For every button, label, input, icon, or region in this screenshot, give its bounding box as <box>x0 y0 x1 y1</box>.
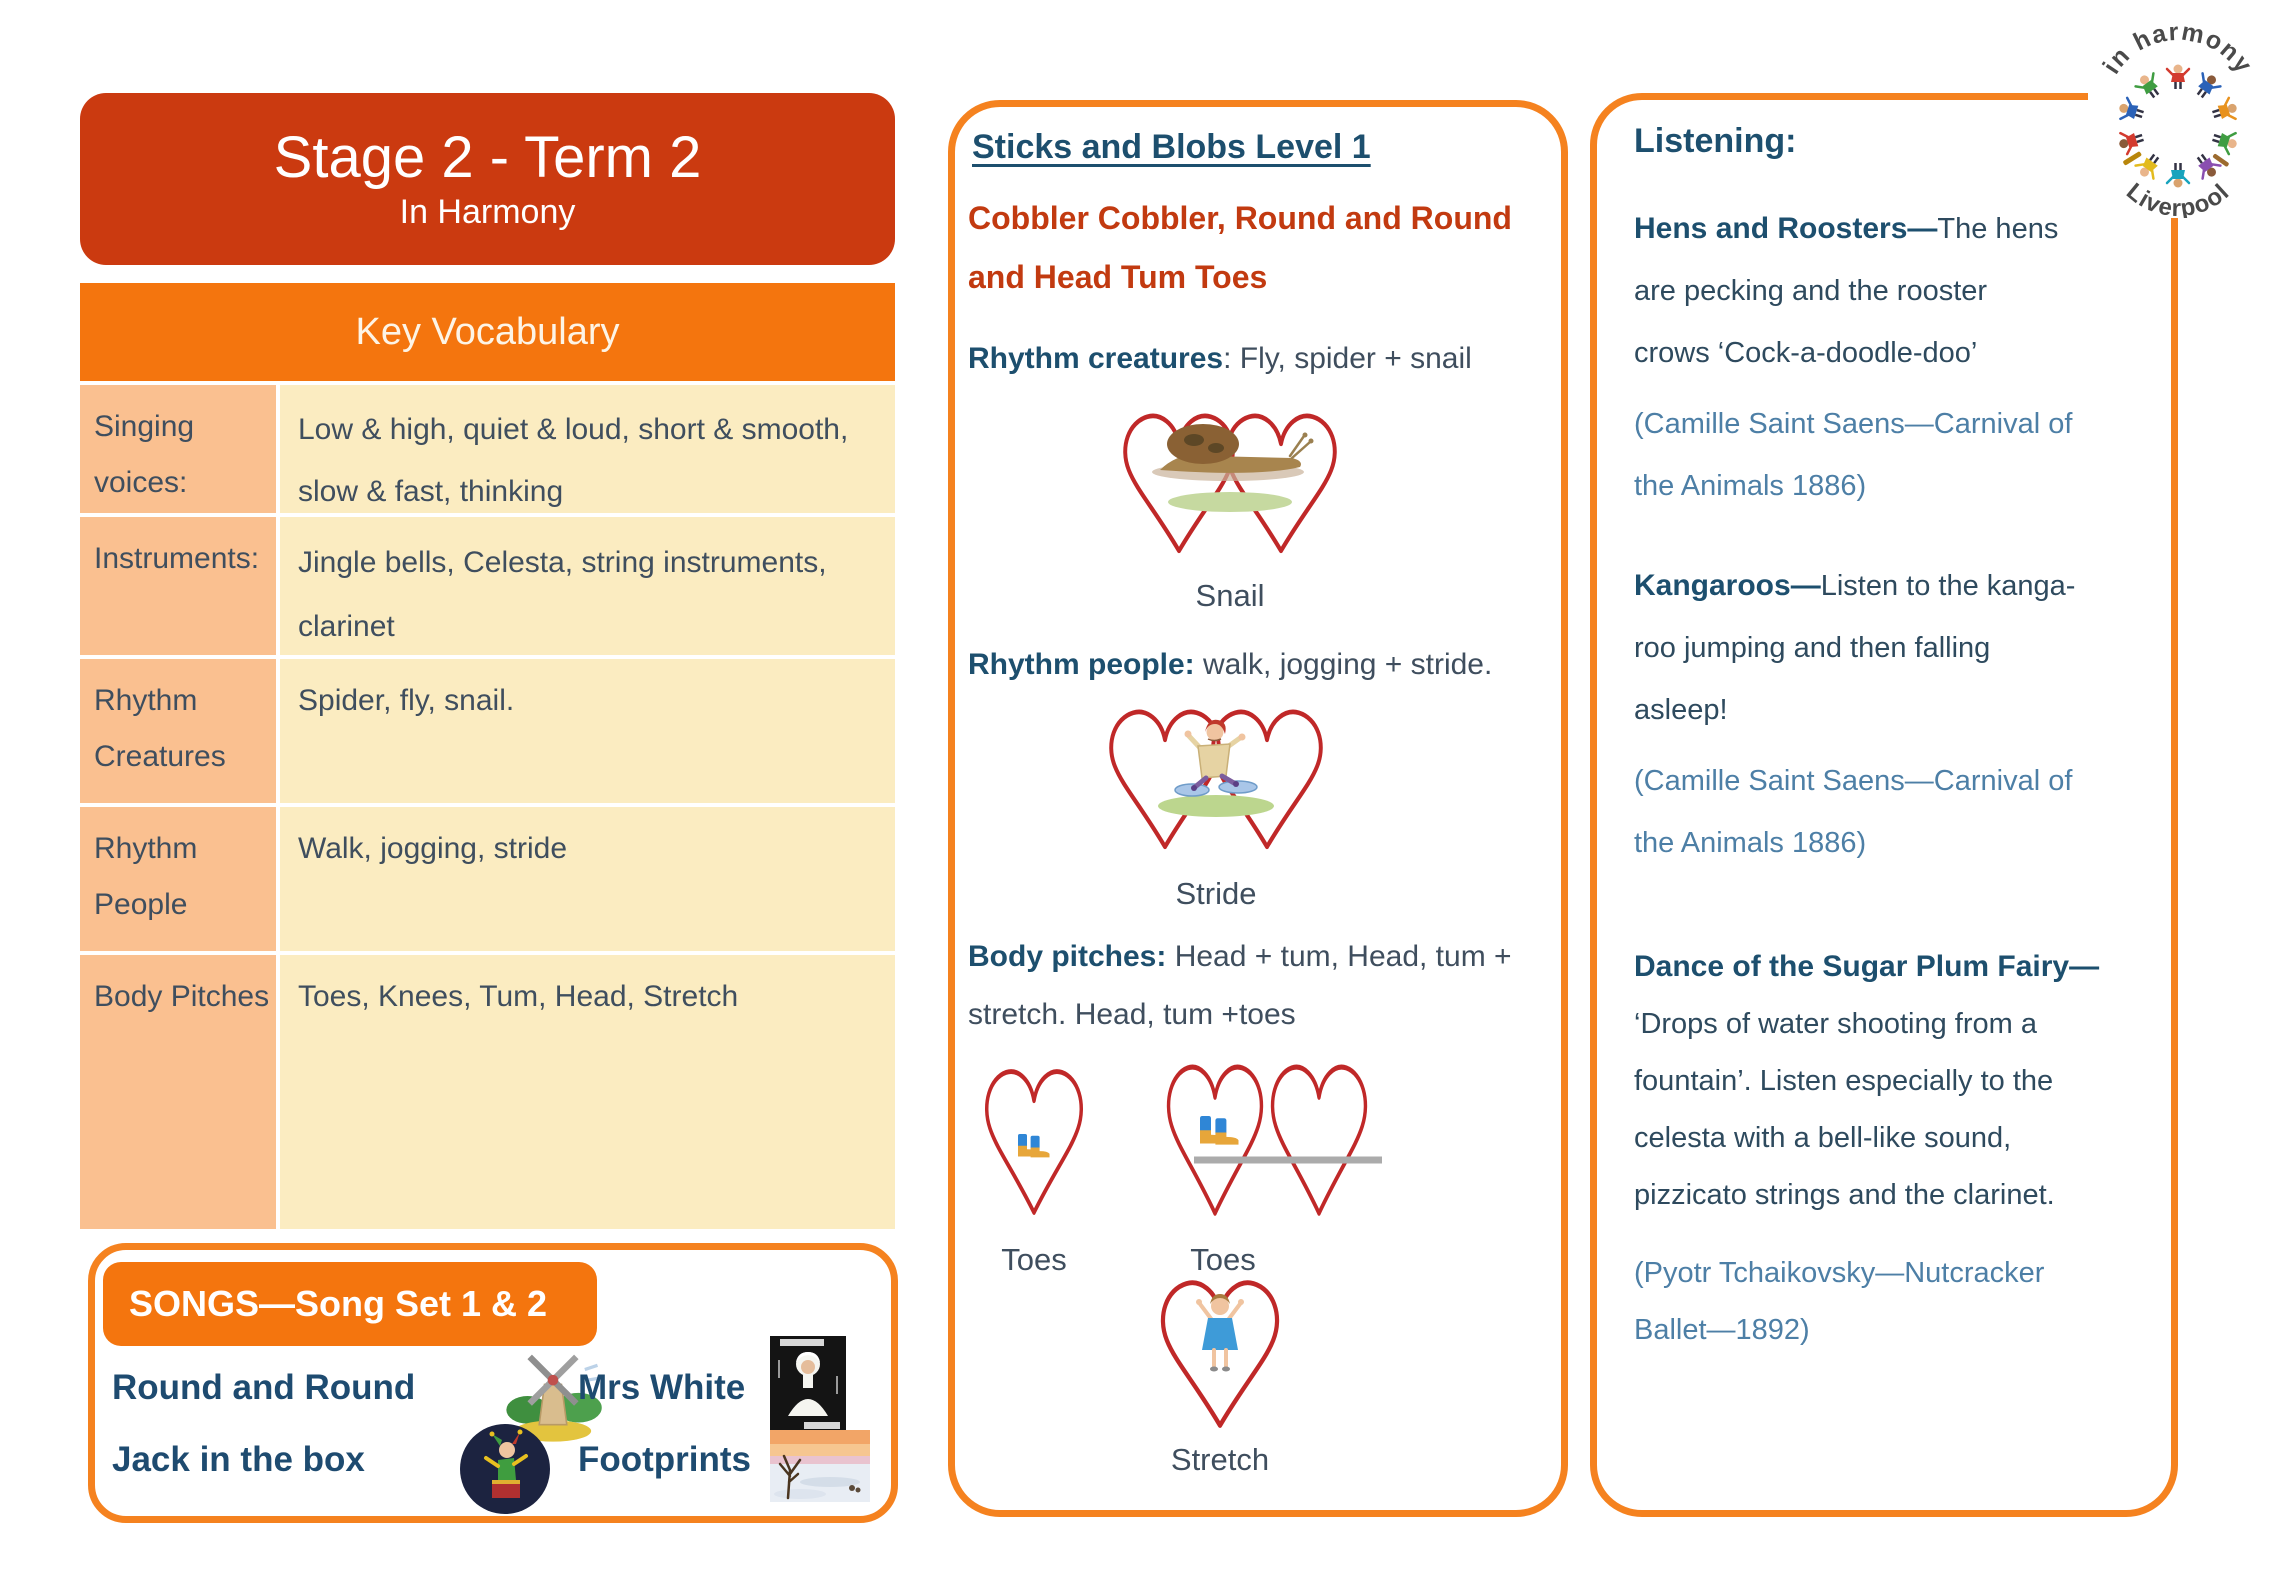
stretch-caption: Stretch <box>1170 1442 1270 1477</box>
songs-header: SONGS—Song Set 1 & 2 <box>103 1262 597 1346</box>
toes-single-caption: Toes <box>1001 1242 1067 1277</box>
body-pitches-line2: stretch. Head, tum +toes <box>968 998 1296 1031</box>
logo-children-ring <box>2116 65 2240 188</box>
entry-line <box>1634 938 2154 996</box>
citation-line: (Camille Saint Saens—Carnival of <box>1634 765 2073 797</box>
entry-line: pizzicato strings and the clarinet. <box>1634 1179 2055 1211</box>
entry-text: Listen to the kanga- <box>1820 570 2076 602</box>
entry-line: roo jumping and then falling <box>1634 632 1991 664</box>
entry-line: are pecking and the rooster <box>1634 275 1988 307</box>
snail-caption: Snail <box>1195 578 1265 613</box>
vocab-definition: Walk, jogging, stride <box>280 807 895 951</box>
toes-single-heart <box>974 1052 1094 1224</box>
vocab-definition: Spider, fly, snail. <box>280 659 895 803</box>
song-title-mrs-white: Mrs White <box>578 1368 746 1407</box>
stretch-heart <box>1146 1264 1294 1436</box>
vocab-definition: Low & high, quiet & loud, short & smooth, slow & fast, thinking <box>280 385 895 513</box>
citation-tchaikovsky <box>1634 1245 2154 1359</box>
song-title-footprints: Footprints <box>578 1440 752 1479</box>
rhythm-people-label: Rhythm people: <box>968 648 1195 681</box>
listening-entry-kangaroos <box>1634 555 2154 741</box>
trumpet-icon <box>2122 151 2142 166</box>
entry-line: asleep! <box>1634 694 1728 726</box>
citation-line: Ballet—1892) <box>1634 1314 1810 1346</box>
vocab-term: Rhythm Creatures <box>80 659 276 803</box>
listening-entry-hens-and-roosters <box>1634 198 2154 384</box>
vocab-term: Instruments: <box>80 517 276 655</box>
sticks-subtitle-line2: and Head Tum Toes <box>968 259 1268 295</box>
snail-hearts-illustration <box>1110 398 1350 566</box>
citation-line: (Camille Saint Saens—Carnival of <box>1634 408 2073 440</box>
body-pitches-line1 <box>968 940 1512 974</box>
logo-arc-top-text: in harmony <box>2097 20 2259 80</box>
entry-title: Hens and Roosters— <box>1634 212 1938 245</box>
title-banner <box>80 93 895 265</box>
jack-in-the-box-icon <box>458 1422 552 1516</box>
vocab-definition: Jingle bells, Celesta, string instruments, clarinet <box>280 517 895 655</box>
listening-title: Listening: <box>1634 122 1797 160</box>
rhythm-creatures-text: : Fly, spider + snail <box>1223 342 1472 375</box>
entry-title: Kangaroos— <box>1634 569 1821 602</box>
logo-arc-bottom-text: Liverpool <box>2121 178 2235 218</box>
in-harmony-liverpool-logo <box>2088 20 2270 218</box>
entry-line: celesta with a bell-like sound, <box>1634 1122 2012 1154</box>
body-pitches-text1: Head + tum, Head, tum + <box>1166 940 1512 973</box>
vocab-term: Rhythm People <box>80 807 276 951</box>
citation-line: the Animals 1886) <box>1634 827 1867 859</box>
listening-entry-sugar-plum-fairy <box>1634 938 2154 1224</box>
citation-line: (Pyotr Tchaikovsky—Nutcracker <box>1634 1257 2045 1289</box>
stride-hearts-illustration <box>1096 694 1336 862</box>
logo-graphic <box>2088 20 2270 218</box>
vocab-definition: Toes, Knees, Tum, Head, Stretch <box>280 955 895 1229</box>
rhythm-people-line <box>968 648 1492 682</box>
rhythm-creatures-label: Rhythm creatures <box>968 342 1224 375</box>
mrs-white-portrait-image <box>770 1336 846 1432</box>
vocab-table-header: Key Vocabulary <box>80 283 895 381</box>
body-pitches-label: Body pitches: <box>968 940 1167 973</box>
entry-line: crows ‘Cock-a-doodle-doo’ <box>1634 337 1978 369</box>
entry-line <box>1634 555 2154 617</box>
rhythm-creatures-line <box>968 342 1472 376</box>
entry-text: The hens <box>1937 213 2059 245</box>
page-title: Stage 2 - Term 2 <box>273 125 702 190</box>
citation-line: the Animals 1886) <box>1634 470 1867 502</box>
rhythm-people-text: walk, jogging + stride. <box>1194 648 1493 681</box>
entry-line <box>1634 198 2154 260</box>
entry-title: Dance of the Sugar Plum Fairy— <box>1634 950 2100 983</box>
citation-saint-saens-1 <box>1634 393 2154 517</box>
song-title-round-and-round: Round and Round <box>112 1368 416 1407</box>
toes-double-hearts <box>1156 1048 1386 1226</box>
vocab-term: Singing voices: <box>80 385 276 513</box>
vocab-term: Body Pitches <box>80 955 276 1229</box>
stride-caption: Stride <box>1175 876 1257 911</box>
entry-line: fountain’. Listen especially to the <box>1634 1065 2054 1097</box>
winter-painting-image <box>770 1430 870 1502</box>
toes-double-caption: Toes <box>1190 1242 1256 1277</box>
sticks-subtitle-line1: Cobbler Cobbler, Round and Round <box>968 200 1512 236</box>
entry-line: ‘Drops of water shooting from a <box>1634 1008 2037 1040</box>
song-title-jack-in-the-box: Jack in the box <box>112 1440 365 1479</box>
citation-saint-saens-2 <box>1634 750 2154 874</box>
page-subtitle: In Harmony <box>399 193 576 231</box>
sticks-title: Sticks and Blobs Level 1 <box>972 128 1371 166</box>
